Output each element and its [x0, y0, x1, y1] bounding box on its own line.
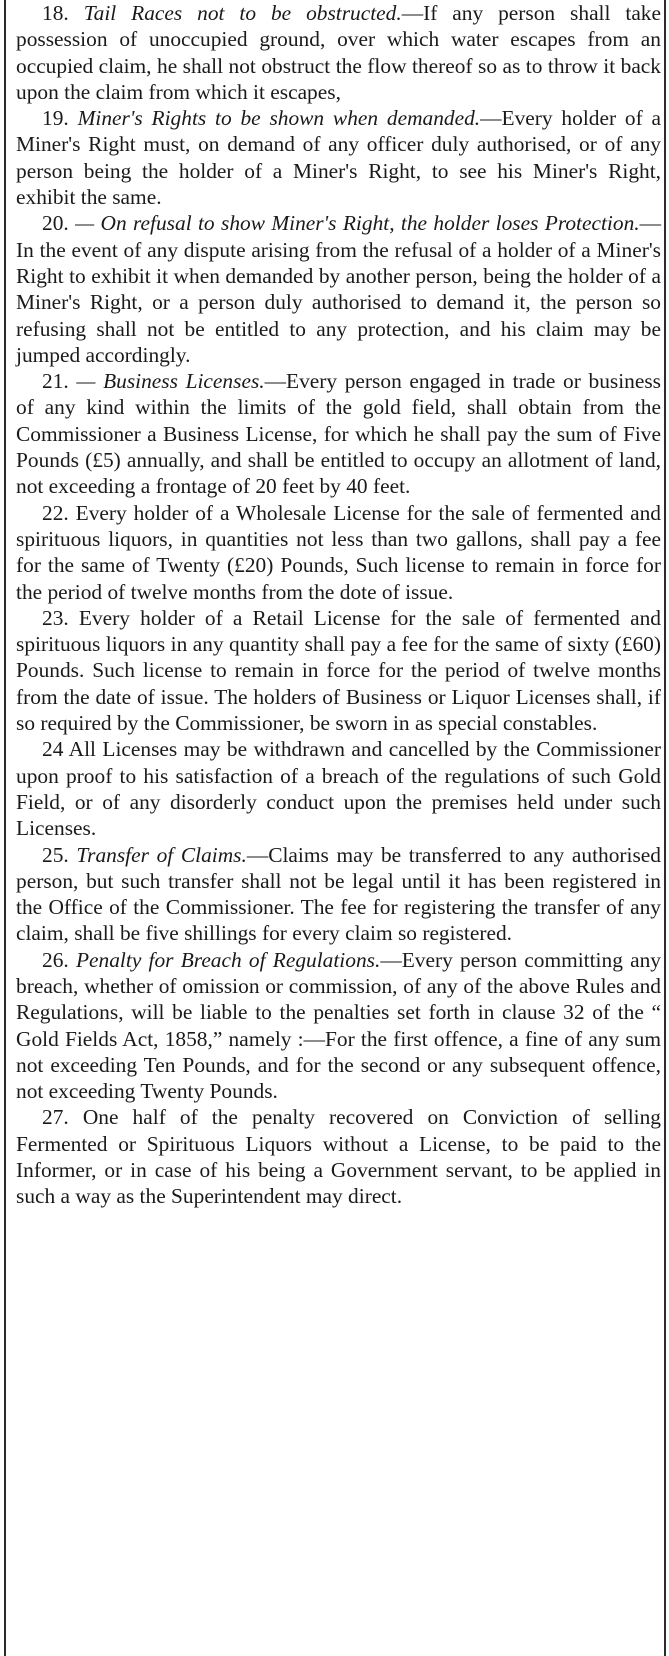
section-separator: —	[401, 1, 424, 25]
section-number: 24	[42, 737, 64, 762]
section-separator: —	[480, 106, 502, 131]
section-26	[16, 947, 661, 1105]
section-text: One half of the penalty recovered on Conviction of selling Fermented or Spirituous Liquors without a License, to be paid to the Informer, or in case of his being a Government servant, to be applied in such a way as the Superintendent may direct.	[16, 1105, 661, 1209]
section-20	[16, 210, 661, 368]
section-separator: —	[639, 211, 662, 236]
section-18	[16, 0, 661, 105]
section-text: Every holder of a Retail License for the sale of fermented and spirituous liquors in any quantity shall pay a fee for the same of sixty (£60) Pounds. Such license to remain in force for the period of twelve months from the date of issue. The holders of Business or Liquor Licenses shall, if so required by the Commissioner, be sworn in as special constables.	[16, 605, 661, 736]
section-heading: Miner's Rights to be shown when demanded.	[77, 106, 481, 131]
section-19	[16, 105, 661, 210]
section-text: Claims may be transferred to any authorised person, but such transfer shall not be legal until it has been registered in the Office of the Commissioner. The fee for registering the transfer of any claim, shall be five shillings for every claim so registered.	[16, 842, 661, 946]
section-number: 23.	[42, 605, 69, 630]
section-heading: Penalty for Breach of Regulations.	[75, 947, 381, 972]
section-text: Every person engaged in trade or business of any kind within the limits of the gold field, shall obtain from the Commissioner a Business License, for which he shall pay the sum of Five Pounds (£5) annually, and shall be entitled to occupy an allotment of land, not exceeding a frontage of 20 feet by 40 feet.	[16, 369, 661, 499]
section-text: Every holder of a Miner's Right must, on demand of any officer duly authorised, or of any person being the holder of a Miner's Right, to see his Miner's Right, exhibit the same.	[16, 106, 661, 210]
section-separator: —	[246, 842, 269, 867]
column-rule-left	[4, 0, 6, 1656]
section-heading: Transfer of Claims.	[76, 842, 247, 867]
section-22	[16, 500, 661, 605]
section-separator: —	[380, 947, 402, 972]
section-24	[16, 736, 661, 841]
section-heading: — Business Licenses.	[76, 369, 265, 394]
section-25	[16, 842, 661, 947]
section-heading: — On refusal to show Miner's Right, the holder loses Protection.	[75, 211, 640, 236]
section-text: Every person committing any breach, whether of omission or commission, of any of the above Rules and Regulations, will be liable to the penalties set forth in clause 32 of the “ Gold Fields Act, 1858,” namely :—For the first offence, a fine of any sum not exceeding Ten Pounds, and for the second or any subsequent offence, not exceeding Twenty Pounds.	[16, 947, 661, 1104]
section-text: All Licenses may be withdrawn and cancelled by the Commissioner upon proof to his satisfaction of a breach of the regulations of such Gold Field, or of any disorderly conduct upon the premises held under such Licenses.	[16, 737, 661, 841]
section-heading: Tail Races not to be obstructed.	[83, 1, 402, 25]
section-23	[16, 605, 661, 736]
section-number: 25.	[42, 842, 69, 867]
section-number: 27.	[42, 1105, 69, 1130]
section-number: 21.	[42, 369, 69, 394]
section-number: 18.	[42, 1, 69, 25]
section-number: 19.	[42, 106, 69, 131]
section-21	[16, 368, 661, 499]
section-number: 20.	[42, 211, 69, 236]
section-text: If any person shall take possession of unoccupied ground, over which water escapes from an occupied claim, he shall not obstruct the flow thereof so as to throw it back upon the claim from which it escapes,	[16, 1, 661, 104]
section-27	[16, 1104, 661, 1209]
section-number: 26.	[42, 947, 69, 972]
section-text: Every holder of a Wholesale License for the sale of fermented and spirituous liquors, in quantities not less than two gallons, shall pay a fee for the same of Twenty (£20) Pounds, Such license to remain in force for the period of twelve months from the dote of issue.	[16, 500, 661, 604]
section-separator: —	[264, 369, 287, 394]
section-number: 22.	[42, 500, 69, 525]
column-rule-right	[664, 0, 666, 1656]
section-text: In the event of any dispute arising from the refusal of a holder of a Miner's Right to exhibit it when demanded by another person, being the holder of a Miner's Right, or a person duly authorised to demand it, the person so refusing shall not be entitled to any protection, and his claim may be jumped accordingly.	[16, 237, 661, 367]
